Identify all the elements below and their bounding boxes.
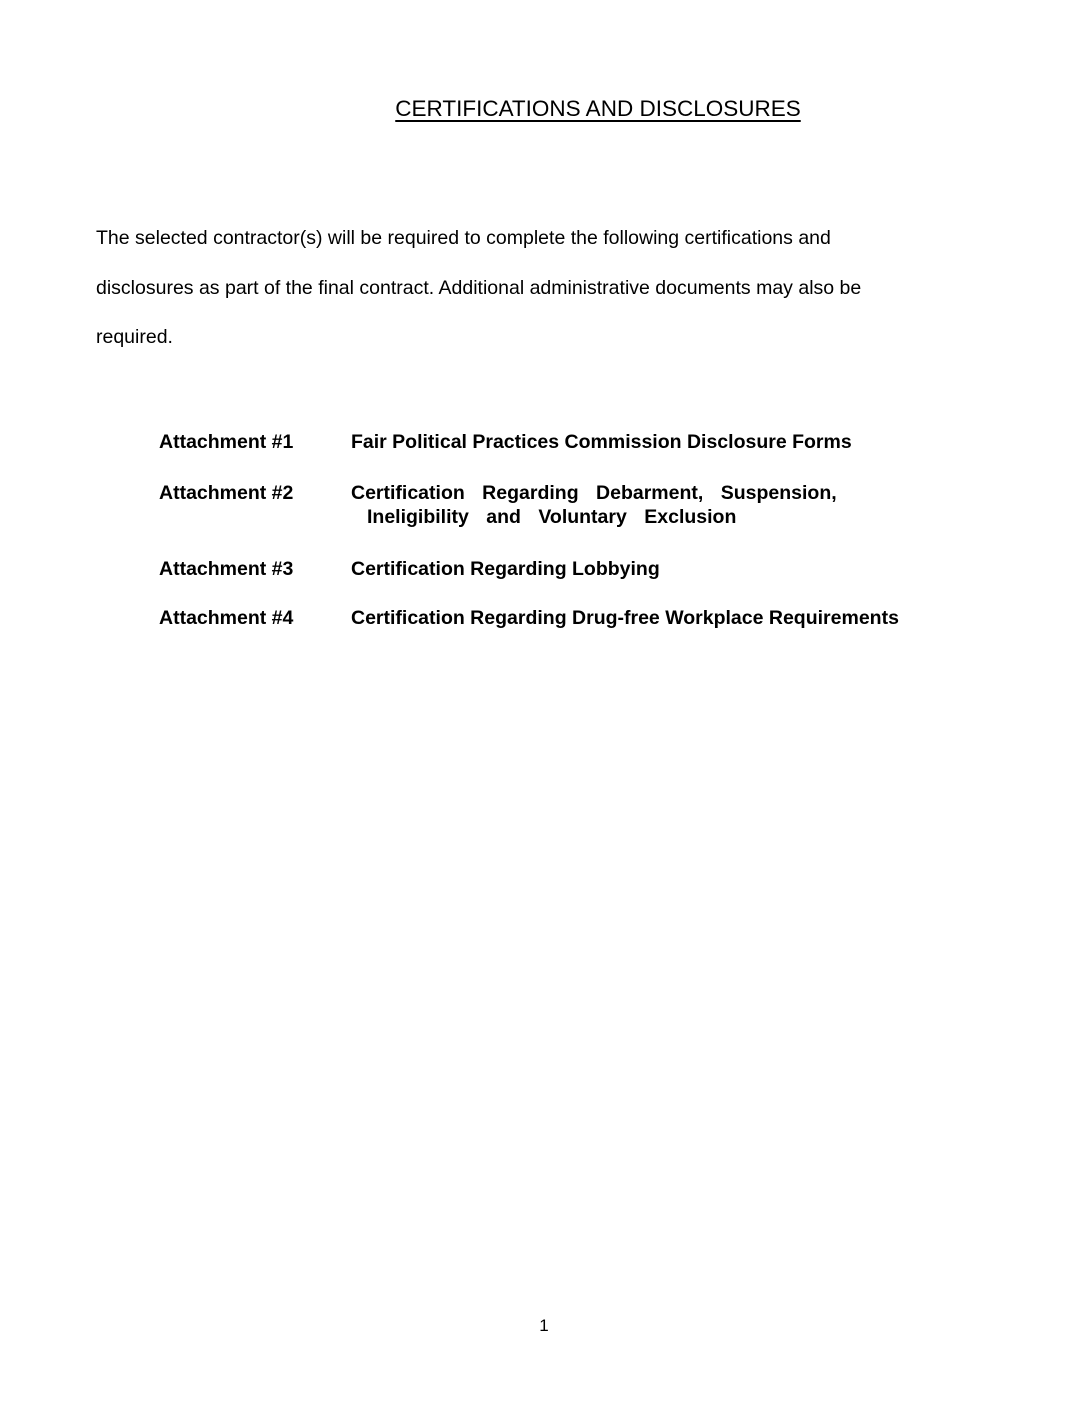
attachment-description: Certification Regarding Drug-free Workplace Requirements [351, 607, 899, 629]
attachment-label: Attachment #4 [159, 607, 294, 629]
attachment-description: Certification Regarding Lobbying [351, 558, 660, 580]
intro-line-3: required. [96, 326, 173, 348]
intro-line-1: The selected contractor(s) will be required to complete the following certifications and [96, 227, 831, 249]
intro-line-2: disclosures as part of the final contract. Additional administrative documents may also be [96, 277, 862, 299]
page-title: CERTIFICATIONS AND DISCLOSURES [395, 96, 801, 121]
attachment-label: Attachment #1 [159, 431, 294, 453]
attachment-description: Certification Regarding Debarment, Suspension, [351, 482, 837, 504]
page-number: 1 [539, 1316, 549, 1335]
attachment-label: Attachment #2 [159, 482, 294, 504]
attachment-description-continued: Ineligibility and Voluntary Exclusion [367, 506, 737, 528]
attachment-description: Fair Political Practices Commission Disclosure Forms [351, 431, 852, 453]
attachment-label: Attachment #3 [159, 558, 294, 580]
